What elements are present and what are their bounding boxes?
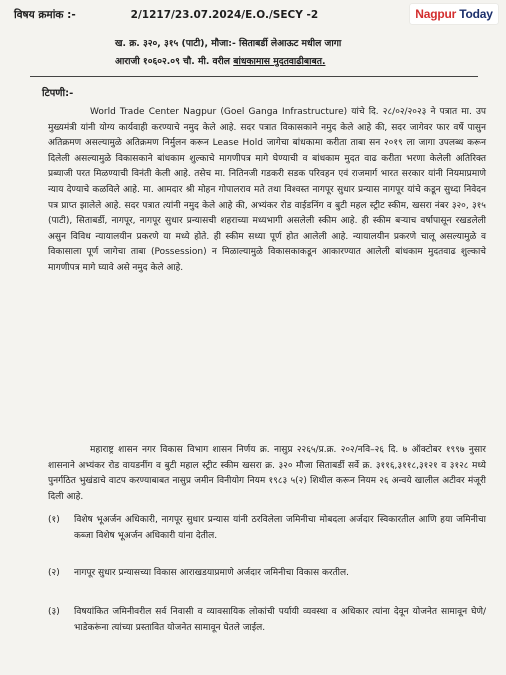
note-paragraph-1: World Trade Center Nagpur (Goel Ganga Infrastructure) यांचे दि. २८/०२/२०२३ ने पत्रात मा. उप मुख्यमंत्री यांनी योग्य कार्यवाही करण्याचे नमुद केले आहे. सदर पत्रात विकासकाने नमुद केले आहे की, सदर जागेवर फार वर्षे पासुन अतिक्रमण असल्यामुळे अतिक्रमण निर्मुलन करून Lease Hold जागेचा बांधकामा करीता ताबा सन २०१९ ला जागा उपलब्ध करून दिलेली असल्यामुळे विकासकाने बांधकाम शुल्काचे मागणीपत्र मागे घेण्याची व बांधकाम मुदत वाढ करीता भरणा केलेली अतिरिक्त प्रब्याजी परत मिळण्याची विनंती केली आहे. तसेच मा. नितिनजी गडकरी सडक परिवहन एवं राजमार्ग भारत सरकार यांनी नियमाप्रमाणे न्याय देण्याचे कळविले आहे. मा. आमदार श्री मोहन गोपालराव मते तथा विश्वस्त नागपूर सुधार प्रन्यास नागपूर यांचे कडून सुध्दा निवेदन पत्र प्राप्त झालेले आहे. सदर पत्रात त्यांनी नमुद केले आहे की, अभ्यंकर रोड वाईडनिंग व बुटी महल स्ट्रीट स्कीम, खसरा नंबर ३२०, ३१५ (पाटी), सिताबर्डी, नागपूर, नागपूर सुधार प्रन्यासची शहराच्या मध्यभागी असलेली स्कीम आहे. ही स्कीम बऱ्याच वर्षापासून रखडलेली असुन विविध न्यायालयीन प्रकरणे या मध्ये होते. ही स्कीम सध्या पूर्ण होत आलेली आहे. न्यायालयीन प्रकरणे चालू असल्यामुळे व विकासाला पूर्ण जागेचा ताबा (Possession) न मिळाल्यामुळे विकासकाकडून आकारण्यात आलेली बांधकाम मुदतवाढ शुल्काचे मागणीपत्र मागे घ्यावे असे नमुद केले आहे. (48, 107, 486, 273)
condition-number: (१) (48, 515, 60, 525)
condition-item (48, 513, 486, 544)
subject-line (14, 8, 414, 22)
condition-text: विशेष भूअर्जन अधिकारी, नागपूर सुधार प्रन्यास यांनी ठरविलेला जमिनीचा मोबदला अर्जदार स्विकारतील आणि हया जमिनीचा कब्जा विशेष भूअर्जन अधिकारी यांना देतील. (74, 515, 486, 541)
reference-line-1: ख. क्र. ३२०, ३१५ (पाटी), मौजा:- सिताबर्डी लेआऊट मधील जागा (115, 38, 342, 49)
condition-number: (२) (48, 568, 60, 578)
note-heading: टिपणी:- (42, 88, 74, 99)
subject-label: विषय क्रमांक :- (14, 9, 76, 21)
condition-text: विषयांकित जमिनीवरील सर्व निवासी व व्यावसायिक लोकांची पर्यायी व्यवस्था व अधिकार त्यांना देवून योजनेत सामावून घेणे/भाडेकरूंना त्यांच्या प्रस्तावित योजनेत सामावून घेतले जाईल. (74, 607, 486, 633)
reference-block (115, 35, 470, 71)
condition-text: नागपूर सुधार प्रन्यासच्या विकास आराखडयाप्रमाणे अर्जदार जमिनीचा विकास करतील. (74, 568, 349, 578)
reference-line-2-underlined: बांधकामास मुदतवाढीबाबत. (233, 56, 326, 67)
condition-number: (३) (48, 607, 60, 617)
reference-line-2-prefix: आराजी १०६०२.०९ चौ. मी. वरील (115, 56, 234, 67)
divider (30, 76, 478, 77)
note-paragraph-2: महाराष्ट्र शासन नगर विकास विभाग शासन निर्णय क्र. नासुप्र २२६५/प्र.क्र. २०२/नवि–२६ दि. ७ ऑक्टोबर १९९७ नुसार शासनाने अभ्यंकर रोड वायडनींग व बुटी महाल स्ट्रीट स्कीम खसरा क्र. ३२० मौजा सिताबर्डी सर्वे क्र. ३११६,३११८,३१२१ व ३१२८ मध्ये पुनर्गठित भुखंडाचे वाटप करण्याबाबत नासुप्र जमीन विनीयोग नियम १९८३ ५(२) शिथील करून नियम २६ अन्वये खालील अटीवर मंजूरी दिली आहे. (48, 445, 486, 502)
nagpur-today-logo (410, 4, 498, 24)
reference-line-2 (115, 53, 470, 71)
logo-part-nagpur: Nagpur (415, 7, 457, 21)
condition-item (48, 566, 486, 582)
logo-part-today: Today (459, 7, 493, 21)
subject-number: 2/1217/23.07.2024/E.O./SECY -2 (130, 9, 319, 21)
condition-item (48, 605, 486, 636)
